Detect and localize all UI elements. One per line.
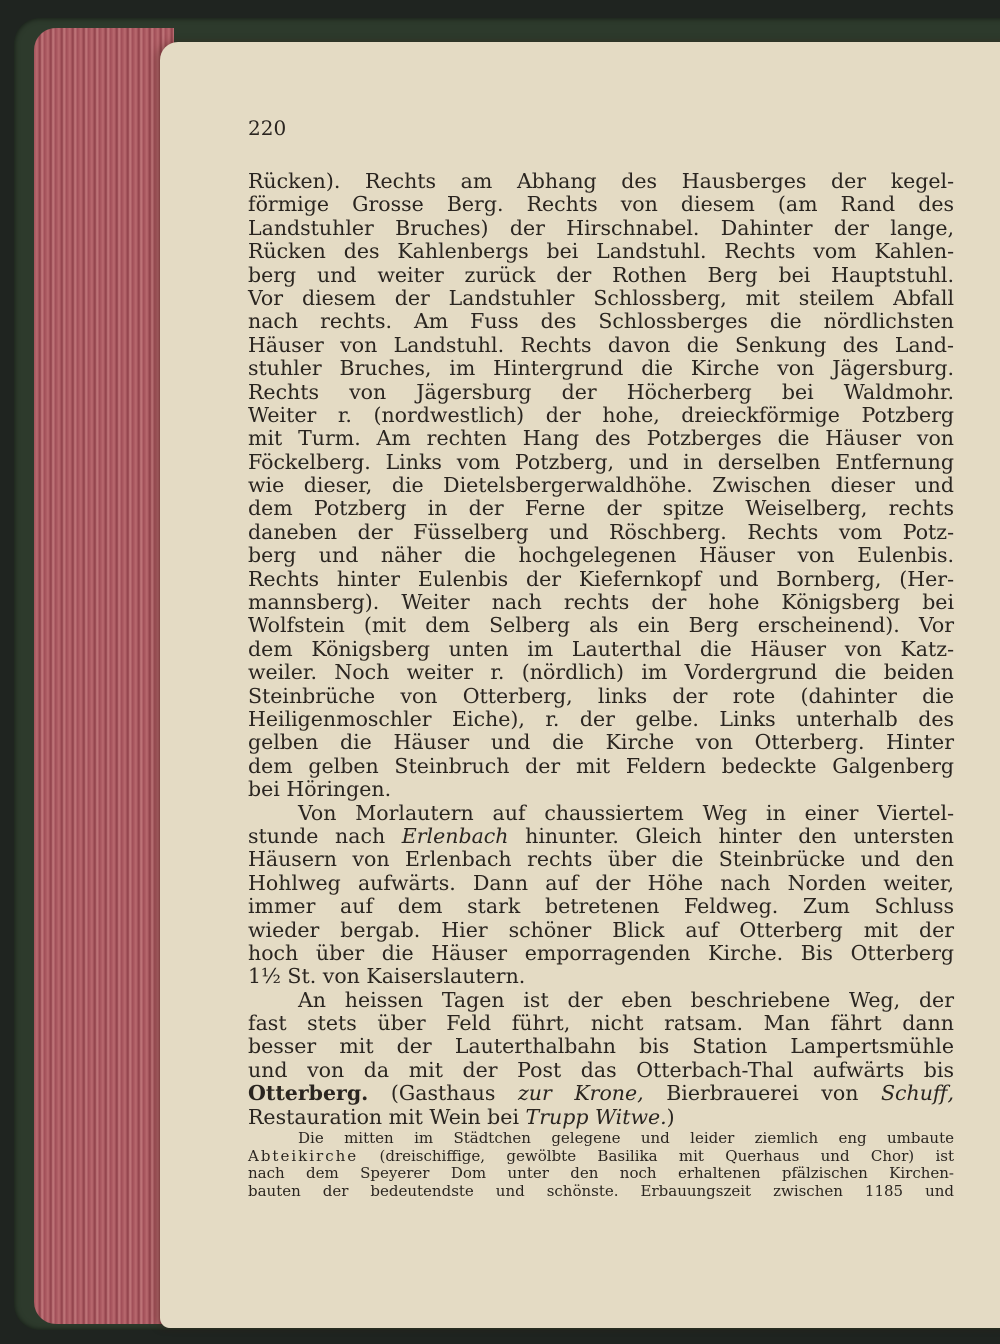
- text-line: berg und weiter zurück der Rothen Berg bei Hauptstuhl.: [248, 262, 954, 287]
- text-run: hinunter. Gleich hinter den untersten: [508, 823, 954, 848]
- text-line: mannsberg). Weiter nach rechts der hohe Königsberg bei: [248, 590, 954, 615]
- text-line: Rechts von Jägersburg der Höcherberg bei Waldmohr.: [248, 379, 954, 404]
- text-run: ): [666, 1104, 675, 1129]
- text-line: Häusern von Erlenbach rechts über die Steinbrücke und den: [248, 847, 954, 872]
- inn-name: zur Krone,: [517, 1081, 644, 1106]
- text-line: Wolfstein (mit dem Selberg als ein Berg erscheinend). Vor: [248, 613, 954, 638]
- text-line: Von Morlautern auf chaussiertem Weg in einer Viertel-: [298, 800, 954, 825]
- page-number: 220: [248, 116, 287, 140]
- restaurant-name: Trupp Witwe.: [525, 1104, 667, 1129]
- text-line: Heiligenmoschler Eiche), r. der gelbe. Links unterhalb des: [248, 706, 954, 731]
- text-line: stuhler Bruches, im Hintergrund die Kirche von Jägersburg.: [248, 356, 954, 381]
- footnote-line: bauten der bedeutendste und schönste. Erbauungszeit zwischen 1185 und: [248, 1181, 954, 1200]
- text-line: mit Turm. Am rechten Hang des Potzberges die Häuser von: [248, 426, 954, 451]
- place-name: Erlenbach: [401, 823, 509, 848]
- text-line: Rechts hinter Eulenbis der Kiefernkopf und Bornberg, (Her-: [248, 566, 954, 591]
- text-line: Landstuhler Bruches) der Hirschnabel. Dahinter der lange,: [248, 215, 954, 240]
- page-text: [248, 170, 954, 1200]
- text-line: An heissen Tagen ist der eben beschriebene Weg, der: [298, 987, 954, 1012]
- text-line: Rücken). Rechts am Abhang des Hausberges der kegel-: [248, 169, 954, 193]
- text-run: stunde nach: [248, 823, 402, 848]
- town-name: Otterberg.: [248, 1081, 369, 1106]
- text-line: Föckelberg. Links vom Potzberg, und in derselben Entfernung: [248, 449, 954, 474]
- text-line: förmige Grosse Berg. Rechts von diesem (am Rand des: [248, 192, 954, 217]
- text-line: fast stets über Feld führt, nicht ratsam. Man fährt dann: [248, 1011, 954, 1036]
- text-line: Steinbrüche von Otterberg, links der rote (dahinter die: [248, 683, 954, 708]
- page-edges: [34, 28, 174, 1324]
- text-line: Vor diesem der Landstuhler Schlossberg, mit steilem Abfall: [248, 285, 954, 310]
- text-line: dem gelben Steinbruch der mit Feldern bedeckte Galgenberg: [248, 753, 954, 778]
- brewery-name: Schuff,: [881, 1081, 954, 1106]
- text-line: Weiter r. (nordwestlich) der hohe, dreieckförmige Potzberg: [248, 402, 954, 427]
- text-line: Hohlweg aufwärts. Dann auf der Höhe nach Norden weiter,: [248, 870, 954, 895]
- text-line: nach rechts. Am Fuss des Schlossberges die nördlichsten: [248, 309, 954, 334]
- text-run: (dreischiffige, gewölbte Basilika mit Querhaus und Chor) ist: [358, 1146, 954, 1165]
- text-line: weiler. Noch weiter r. (nördlich) im Vordergrund die beiden: [248, 660, 954, 685]
- text-line: [248, 1082, 954, 1105]
- text-run: Restauration mit Wein bei: [248, 1104, 526, 1129]
- text-line: Häuser von Landstuhl. Rechts davon die Senkung des Land-: [248, 332, 954, 357]
- text-line: [248, 1106, 954, 1129]
- text-line: bei Höringen.: [248, 777, 392, 802]
- footnote-line: nach dem Speyerer Dom unter den noch erhaltenen pfälzischen Kirchen-: [248, 1164, 954, 1183]
- text-line: dem Potzberg in der Ferne der spitze Weiselberg, rechts: [248, 496, 954, 521]
- text-line: gelben die Häuser und die Kirche von Otterberg. Hinter: [248, 730, 954, 755]
- footnote: [248, 1130, 954, 1200]
- text-line: besser mit der Lauterthalbahn bis Station Lampertsmühle: [248, 1034, 954, 1059]
- text-line: wieder bergab. Hier schöner Blick auf Otterberg mit der: [248, 917, 954, 942]
- text-line: wie dieser, die Dietelsbergerwaldhöhe. Zwischen dieser und: [248, 473, 954, 498]
- footnote-line: [248, 1148, 954, 1166]
- text-line: immer auf dem stark betretenen Feldweg. Zum Schluss: [248, 894, 954, 919]
- text-line: hoch über die Häuser emporragenden Kirche. Bis Otterberg: [248, 940, 954, 965]
- text-line: berg und näher die hochgelegenen Häuser von Eulenbis.: [248, 543, 954, 568]
- text-run: Bierbrauerei von: [643, 1081, 881, 1106]
- footnote-line: Die mitten im Städtchen gelegene und leider ziemlich eng umbaute: [298, 1129, 954, 1148]
- text-line: und von da mit der Post das Otterbach-Thal aufwärts bis: [248, 1057, 954, 1082]
- text-line: [248, 825, 954, 848]
- text-line: 1½ St. von Kaiserslautern.: [248, 964, 526, 989]
- text-line: dem Königsberg unten im Lauterthal die Häuser von Katz-: [248, 636, 954, 661]
- text-line: Rücken des Kahlenbergs bei Landstuhl. Rechts vom Kahlen-: [248, 239, 954, 264]
- church-name: Abteikirche: [248, 1146, 359, 1165]
- text-run: (Gasthaus: [368, 1081, 518, 1106]
- text-line: daneben der Füsselberg und Röschberg. Rechts vom Potz-: [248, 519, 954, 544]
